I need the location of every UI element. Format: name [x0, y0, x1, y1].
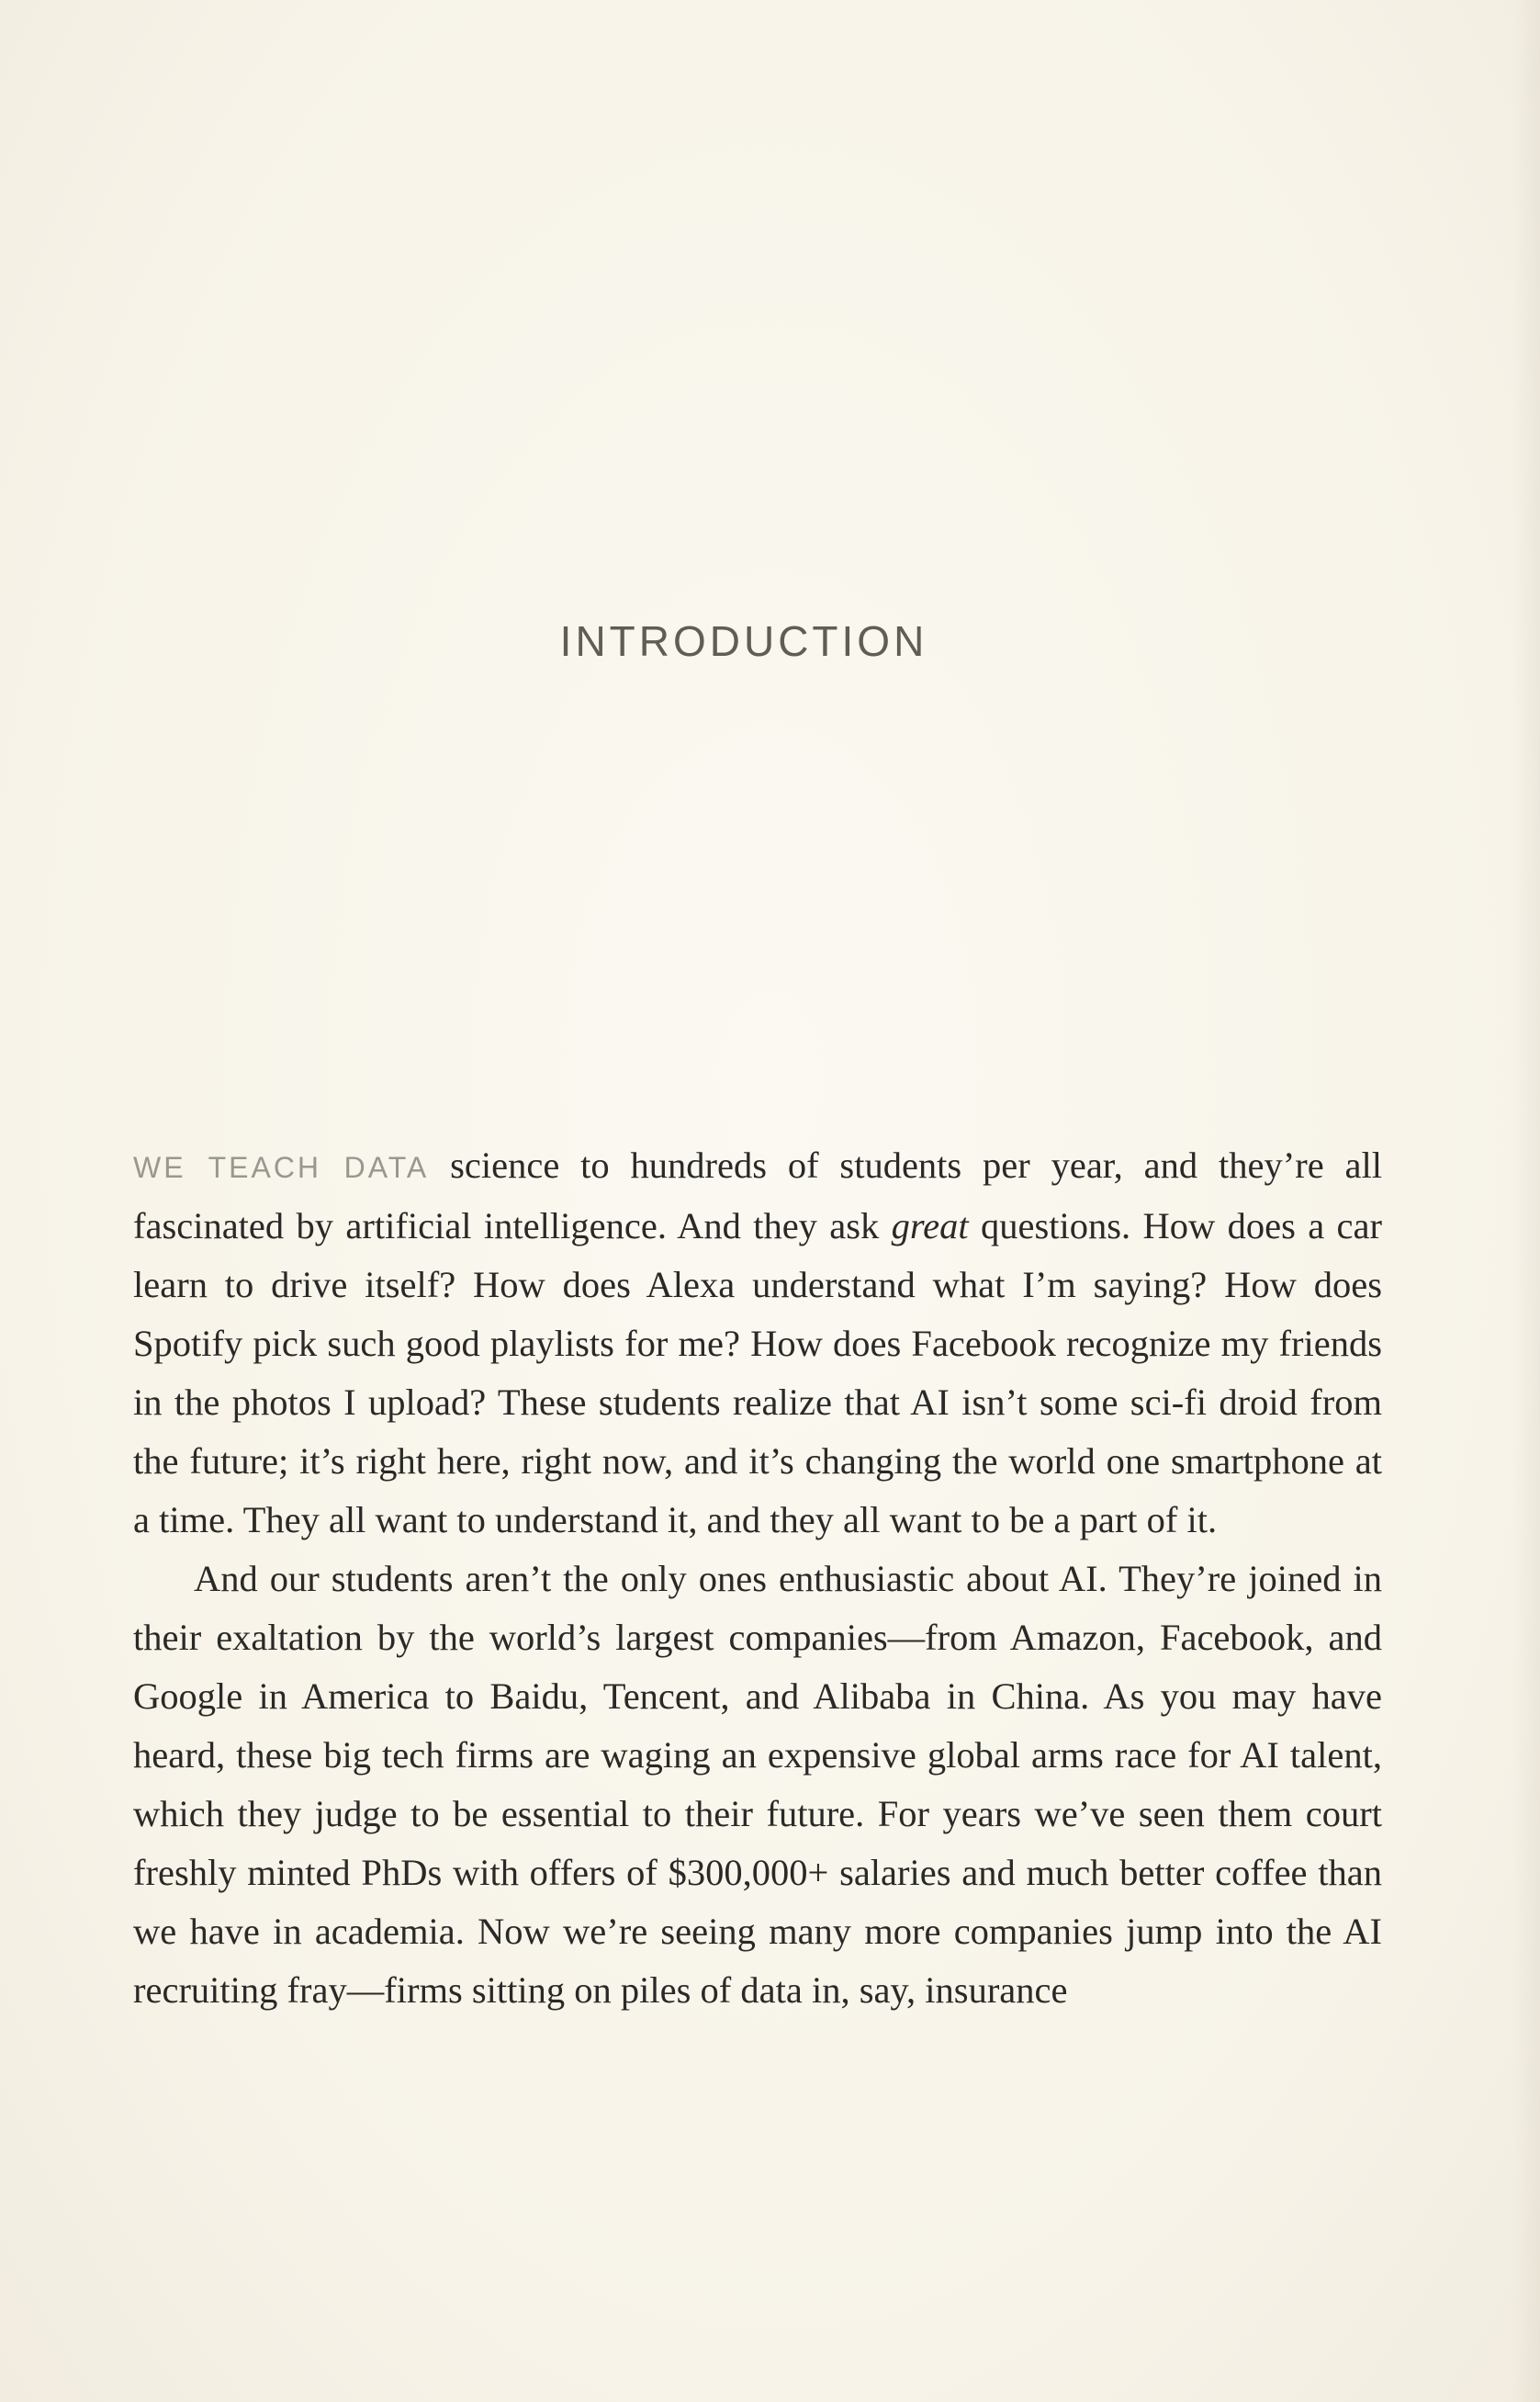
body-text [133, 1136, 1382, 2020]
lead-in-smallcaps: WE TEACH DATA [133, 1151, 430, 1184]
paragraph-2: And our students aren’t the only ones enthusiastic about AI. They’re joined in their exaltation by the world’s largest companies—from Amazon, Facebook, and Google in America to Baidu, Tencent, and Alibaba in China. As you may have heard, these big tech firms are waging an expensive global arms race for AI talent, which they judge to be essential to their future. For years we’ve seen them court freshly minted PhDs with offers of $300,000+ salaries and much better coffee than we have in academia. Now we’re seeing many more companies jump into the AI recruiting fray—firms sitting on piles of data in, say, insurance [133, 1558, 1382, 2011]
page-edge-shadow [1512, 0, 1540, 2402]
emphasis-great: great [891, 1205, 969, 1246]
chapter-title: INTRODUCTION [559, 616, 928, 665]
paragraph-1-text-b: questions. How does a car learn to drive itself? How does Alexa understand what I’m saying? How does Spotify pick such good playlists for me? How does Facebook recognize my friends in the photos I upload? These students realize that AI isn’t some sci-fi droid from the future; it’s right here, right now, and it’s changing the world one smartphone at a time. They all want to understand it, and they all want to be a part of it. [133, 1205, 1382, 1540]
paragraph-1 [133, 1136, 1382, 1550]
paragraph-1-text-a: science to hundreds of students per year, and they’re all fascinated by artificial intelligence. And they ask [133, 1145, 1383, 1246]
